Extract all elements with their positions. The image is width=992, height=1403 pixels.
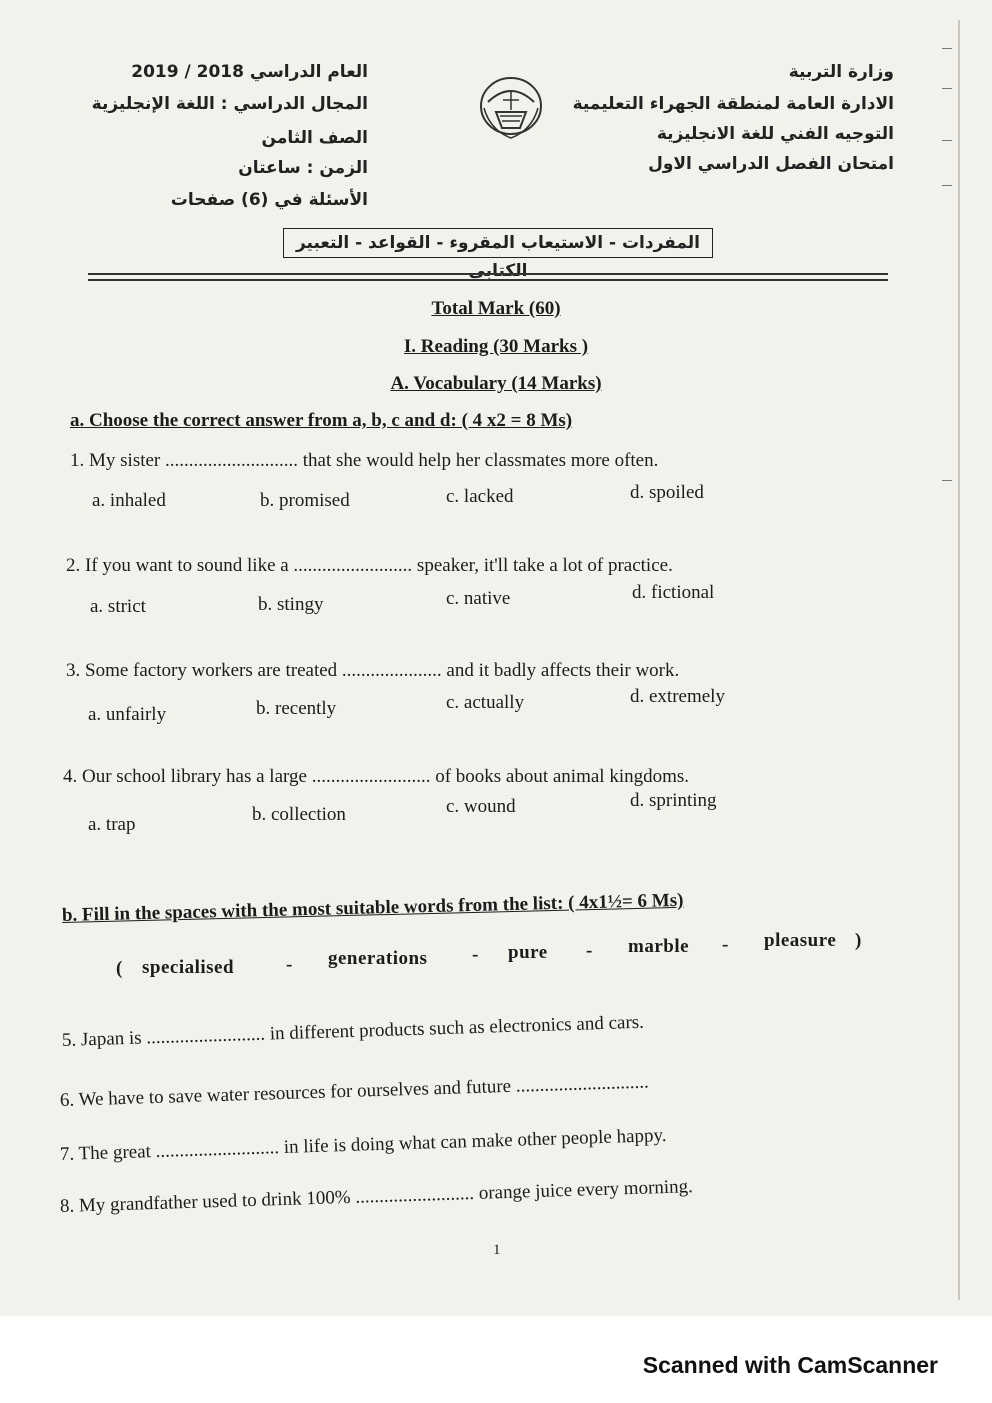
section-b-instruction: b. Fill in the spaces with the most suitable words from the list: ( 4x1½= 6 Ms) — [61, 889, 684, 926]
page-number: 1 — [493, 1242, 501, 1258]
q1-option-a: a. inhaled — [92, 490, 166, 511]
q4-option-c: c. wound — [446, 796, 516, 817]
word-pleasure: pleasure — [764, 930, 837, 951]
q1-option-b: b. promised — [260, 490, 350, 511]
divider-line — [88, 279, 888, 281]
edge-tick — [942, 48, 952, 49]
kuwait-emblem-icon — [476, 72, 546, 144]
q3-option-a: a. unfairly — [88, 704, 167, 725]
q4-option-a: a. trap — [88, 814, 136, 835]
word-list-open-paren: ( — [116, 958, 123, 979]
ministry-line: وزارة التربية — [788, 62, 894, 82]
vocabulary-heading: A. Vocabulary (14 Marks) — [390, 373, 602, 394]
page-count: الأسئلة في (6) صفحات — [170, 190, 368, 210]
question-2: 2. If you want to sound like a ......................... speaker, it'll take a lot of practice. — [66, 555, 673, 576]
q2-option-c: c. native — [446, 588, 511, 609]
section-a-instruction: a. Choose the correct answer from a, b, c and d: ( 4 x2 = 8 Ms) — [70, 410, 573, 431]
subjects-box: المفردات - الاستيعاب المقروء - القواعد - التعبير الكتابي — [283, 228, 713, 258]
question-8: 8. My grandfather used to drink 100% ......................... orange juice every morning. — [59, 1176, 694, 1217]
exam-duration: الزمن : ساعتان — [238, 158, 368, 178]
exam-title-line: امتحان الفصل الدراسي الاول — [648, 154, 894, 174]
page-edge — [958, 20, 960, 1300]
edge-tick — [942, 480, 952, 481]
q4-option-b: b. collection — [252, 804, 346, 825]
q3-option-b: b. recently — [256, 698, 337, 719]
word-marble: marble — [628, 936, 690, 957]
edge-tick — [942, 140, 952, 141]
directorate-line: الادارة العامة لمنطقة الجهراء التعليمية — [572, 94, 894, 114]
question-3: 3. Some factory workers are treated ..................... and it badly affects their work. — [66, 660, 680, 681]
word-specialised: specialised — [142, 957, 235, 978]
q2-option-d: d. fictional — [632, 582, 715, 603]
total-mark-heading: Total Mark (60) — [431, 298, 561, 319]
grade-level: الصف الثامن — [261, 128, 368, 148]
q4-option-d: d. sprinting — [630, 790, 717, 811]
supervision-line: التوجيه الفني للغة الانجليزية — [656, 124, 894, 144]
question-6: 6. We have to save water resources for ourselves and future ............................ — [59, 1071, 650, 1111]
word-separator: - — [472, 944, 479, 965]
question-5: 5. Japan is ......................... in different products such as electronics and cars. — [61, 1011, 645, 1051]
word-list-close-paren: ) — [855, 930, 862, 951]
word-separator: - — [286, 954, 293, 975]
question-1: 1. My sister ............................ that she would help her classmates more often. — [70, 450, 659, 471]
question-7: 7. The great .......................... in life is doing what can make other people happy. — [59, 1124, 667, 1165]
q3-option-d: d. extremely — [630, 686, 725, 707]
q2-option-b: b. stingy — [258, 594, 324, 615]
word-pure: pure — [508, 942, 548, 963]
q3-option-c: c. actually — [446, 692, 525, 713]
edge-tick — [942, 185, 952, 186]
subject-field: المجال الدراسي : اللغة الإنجليزية — [91, 94, 368, 114]
q2-option-a: a. strict — [90, 596, 146, 617]
scanner-watermark: Scanned with CamScanner — [642, 1352, 938, 1378]
academic-year: العام الدراسي 2018 / 2019 — [131, 62, 368, 82]
question-4: 4. Our school library has a large ......................... of books about animal kingdoms. — [63, 766, 690, 787]
reading-heading: I. Reading (30 Marks ) — [403, 336, 589, 357]
word-generations: generations — [328, 948, 428, 969]
edge-tick — [942, 88, 952, 89]
q1-option-d: d. spoiled — [630, 482, 704, 503]
word-separator: - — [586, 940, 593, 961]
q1-option-c: c. lacked — [446, 486, 514, 507]
word-separator: - — [722, 934, 729, 955]
divider-line — [88, 273, 888, 275]
